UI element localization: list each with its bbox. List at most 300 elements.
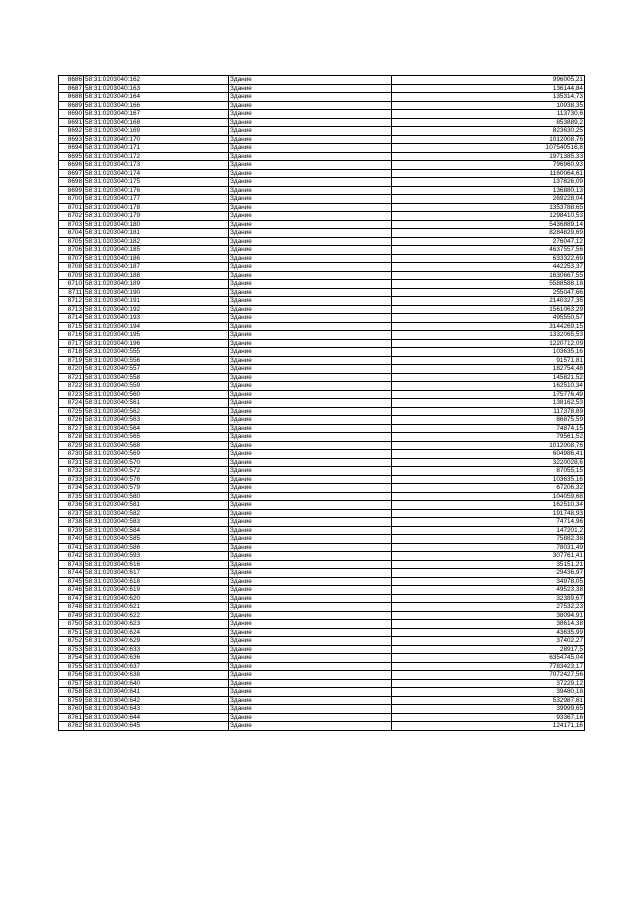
- table-row: [59, 645, 585, 654]
- cadastral-value-cell: 182754,48: [392, 365, 585, 374]
- table-row: [59, 348, 585, 357]
- row-number-cell: 8761: [59, 713, 84, 722]
- cadastral-value-cell: 162510,34: [392, 382, 585, 391]
- cadastral-number-cell: 58:31:0203040:582: [84, 509, 229, 518]
- cadastral-value-cell: 136144,84: [392, 84, 585, 93]
- table-row: [59, 722, 585, 731]
- cadastral-value-cell: 495550,57: [392, 314, 585, 323]
- table-row: [59, 569, 585, 578]
- cadastral-value-cell: 1160064,61: [392, 169, 585, 178]
- cadastral-value-cell: 75882,38: [392, 535, 585, 544]
- table-row: [59, 620, 585, 629]
- cadastral-number-cell: 58:31:0203040:562: [84, 407, 229, 416]
- cadastral-value-cell: 137826,09: [392, 178, 585, 187]
- table-row: [59, 492, 585, 501]
- table-row: [59, 254, 585, 263]
- row-number-cell: 8727: [59, 424, 84, 433]
- table-row: [59, 501, 585, 510]
- object-type-cell: Здание: [229, 127, 392, 136]
- cadastral-number-cell: 58:31:0203040:617: [84, 569, 229, 578]
- table-row: [59, 390, 585, 399]
- cadastral-number-cell: 58:31:0203040:561: [84, 399, 229, 408]
- cadastral-value-cell: 823630,25: [392, 127, 585, 136]
- cadastral-number-cell: 58:31:0203040:166: [84, 101, 229, 110]
- cadastral-value-cell: 124171,16: [392, 722, 585, 731]
- table-row: [59, 543, 585, 552]
- row-number-cell: 8762: [59, 722, 84, 731]
- table-row: [59, 229, 585, 238]
- cadastral-number-cell: 58:31:0203040:192: [84, 305, 229, 314]
- object-type-cell: Здание: [229, 560, 392, 569]
- object-type-cell: Здание: [229, 93, 392, 102]
- cadastral-value-cell: 269228,04: [392, 195, 585, 204]
- cadastral-value-cell: 74714,96: [392, 518, 585, 527]
- table-row: [59, 628, 585, 637]
- cadastral-value-cell: 138162,53: [392, 399, 585, 408]
- object-type-cell: Здание: [229, 203, 392, 212]
- row-number-cell: 8729: [59, 441, 84, 450]
- table-row: [59, 237, 585, 246]
- cadastral-value-cell: 39480,18: [392, 688, 585, 697]
- object-type-cell: Здание: [229, 297, 392, 306]
- cadastral-value-cell: 93367,16: [392, 713, 585, 722]
- object-type-cell: Здание: [229, 671, 392, 680]
- object-type-cell: Здание: [229, 101, 392, 110]
- table-row: [59, 314, 585, 323]
- object-type-cell: Здание: [229, 552, 392, 561]
- cadastral-number-cell: 58:31:0203040:175: [84, 178, 229, 187]
- row-number-cell: 8760: [59, 705, 84, 714]
- table-row: [59, 178, 585, 187]
- table-row: [59, 475, 585, 484]
- cadastral-value-cell: 604986,41: [392, 450, 585, 459]
- cadastral-number-cell: 58:31:0203040:164: [84, 93, 229, 102]
- table-row: [59, 118, 585, 127]
- table-row: [59, 339, 585, 348]
- row-number-cell: 8693: [59, 135, 84, 144]
- cadastral-number-cell: 58:31:0203040:179: [84, 212, 229, 221]
- row-number-cell: 8736: [59, 501, 84, 510]
- cadastral-value-cell: 1298410,53: [392, 212, 585, 221]
- table-row: [59, 331, 585, 340]
- cadastral-number-cell: 58:31:0203040:644: [84, 713, 229, 722]
- object-type-cell: Здание: [229, 713, 392, 722]
- table-row: [59, 373, 585, 382]
- table-row: [59, 203, 585, 212]
- cadastral-number-cell: 58:31:0203040:637: [84, 662, 229, 671]
- object-type-cell: Здание: [229, 84, 392, 93]
- cadastral-number-cell: 58:31:0203040:194: [84, 322, 229, 331]
- cadastral-value-cell: 32389,67: [392, 594, 585, 603]
- cadastral-number-cell: 58:31:0203040:565: [84, 433, 229, 442]
- cadastral-number-cell: 58:31:0203040:167: [84, 110, 229, 119]
- object-type-cell: Здание: [229, 348, 392, 357]
- table-row: [59, 93, 585, 102]
- table-row: [59, 195, 585, 204]
- table-row: [59, 101, 585, 110]
- table-row: [59, 212, 585, 221]
- cadastral-value-cell: 1220712,09: [392, 339, 585, 348]
- table-row: [59, 713, 585, 722]
- cadastral-value-cell: 67206,32: [392, 484, 585, 493]
- cadastral-number-cell: 58:31:0203040:196: [84, 339, 229, 348]
- row-number-cell: 8752: [59, 637, 84, 646]
- table-row: [59, 246, 585, 255]
- table-row: [59, 611, 585, 620]
- cadastral-value-cell: 5436889,14: [392, 220, 585, 229]
- table-row: [59, 552, 585, 561]
- row-number-cell: 8741: [59, 543, 84, 552]
- cadastral-number-cell: 58:31:0203040:636: [84, 654, 229, 663]
- table-row: [59, 144, 585, 153]
- row-number-cell: 8734: [59, 484, 84, 493]
- table-row: [59, 458, 585, 467]
- object-type-cell: Здание: [229, 229, 392, 238]
- cadastral-number-cell: 58:31:0203040:189: [84, 280, 229, 289]
- table-row: [59, 322, 585, 331]
- cadastral-value-cell: 107540516,8: [392, 144, 585, 153]
- object-type-cell: Здание: [229, 407, 392, 416]
- table-row: [59, 654, 585, 663]
- row-number-cell: 8751: [59, 628, 84, 637]
- row-number-cell: 8725: [59, 407, 84, 416]
- table-row: [59, 484, 585, 493]
- row-number-cell: 8695: [59, 152, 84, 161]
- cadastral-number-cell: 58:31:0203040:576: [84, 475, 229, 484]
- row-number-cell: 8757: [59, 679, 84, 688]
- cadastral-value-cell: 86875,59: [392, 416, 585, 425]
- cadastral-value-cell: 1353788,65: [392, 203, 585, 212]
- object-type-cell: Здание: [229, 518, 392, 527]
- object-type-cell: Здание: [229, 433, 392, 442]
- cadastral-number-cell: 58:31:0203040:642: [84, 696, 229, 705]
- row-number-cell: 8717: [59, 339, 84, 348]
- cadastral-value-cell: 996005,21: [392, 76, 585, 85]
- cadastral-number-cell: 58:31:0203040:572: [84, 467, 229, 476]
- row-number-cell: 8714: [59, 314, 84, 323]
- object-type-cell: Здание: [229, 356, 392, 365]
- table-row: [59, 76, 585, 85]
- object-type-cell: Здание: [229, 628, 392, 637]
- cadastral-number-cell: 58:31:0203040:629: [84, 637, 229, 646]
- cadastral-value-cell: 853889,2: [392, 118, 585, 127]
- cadastral-value-cell: 162510,34: [392, 501, 585, 510]
- cadastral-number-cell: 58:31:0203040:182: [84, 237, 229, 246]
- cadastral-number-cell: 58:31:0203040:557: [84, 365, 229, 374]
- cadastral-value-cell: 29436,97: [392, 569, 585, 578]
- object-type-cell: Здание: [229, 577, 392, 586]
- cadastral-number-cell: 58:31:0203040:168: [84, 118, 229, 127]
- table-row: [59, 577, 585, 586]
- table-row: [59, 662, 585, 671]
- row-number-cell: 8733: [59, 475, 84, 484]
- table-row: [59, 84, 585, 93]
- object-type-cell: Здание: [229, 467, 392, 476]
- cadastral-number-cell: 58:31:0203040:171: [84, 144, 229, 153]
- table-row: [59, 671, 585, 680]
- object-type-cell: Здание: [229, 458, 392, 467]
- cadastral-value-cell: 6354745,04: [392, 654, 585, 663]
- row-number-cell: 8713: [59, 305, 84, 314]
- row-number-cell: 8700: [59, 195, 84, 204]
- object-type-cell: Здание: [229, 569, 392, 578]
- cadastral-value-cell: 37402,27: [392, 637, 585, 646]
- table-row: [59, 280, 585, 289]
- object-type-cell: Здание: [229, 450, 392, 459]
- row-number-cell: 8696: [59, 161, 84, 170]
- row-number-cell: 8691: [59, 118, 84, 127]
- table-row: [59, 450, 585, 459]
- row-number-cell: 8705: [59, 237, 84, 246]
- object-type-cell: Здание: [229, 339, 392, 348]
- row-number-cell: 8750: [59, 620, 84, 629]
- row-number-cell: 8748: [59, 603, 84, 612]
- cadastral-number-cell: 58:31:0203040:568: [84, 441, 229, 450]
- object-type-cell: Здание: [229, 696, 392, 705]
- cadastral-value-cell: 10938,35: [392, 101, 585, 110]
- cadastral-number-cell: 58:31:0203040:191: [84, 297, 229, 306]
- cadastral-value-cell: 175776,49: [392, 390, 585, 399]
- cadastral-number-cell: 58:31:0203040:586: [84, 543, 229, 552]
- row-number-cell: 8702: [59, 212, 84, 221]
- cadastral-number-cell: 58:31:0203040:633: [84, 645, 229, 654]
- object-type-cell: Здание: [229, 365, 392, 374]
- cadastral-number-cell: 58:31:0203040:616: [84, 560, 229, 569]
- table-row: [59, 161, 585, 170]
- table-row: [59, 152, 585, 161]
- row-number-cell: 8720: [59, 365, 84, 374]
- cadastral-number-cell: 58:31:0203040:177: [84, 195, 229, 204]
- table-row: [59, 467, 585, 476]
- object-type-cell: Здание: [229, 662, 392, 671]
- table-row: [59, 271, 585, 280]
- object-type-cell: Здание: [229, 212, 392, 221]
- table-row: [59, 382, 585, 391]
- row-number-cell: 8739: [59, 526, 84, 535]
- object-type-cell: Здание: [229, 620, 392, 629]
- row-number-cell: 8721: [59, 373, 84, 382]
- table-row: [59, 263, 585, 272]
- object-type-cell: Здание: [229, 603, 392, 612]
- cadastral-number-cell: 58:31:0203040:169: [84, 127, 229, 136]
- object-type-cell: Здание: [229, 169, 392, 178]
- object-type-cell: Здание: [229, 509, 392, 518]
- object-type-cell: Здание: [229, 679, 392, 688]
- table-row: [59, 365, 585, 374]
- cadastral-table: [58, 75, 585, 731]
- row-number-cell: 8712: [59, 297, 84, 306]
- table-row: [59, 135, 585, 144]
- table-row: [59, 594, 585, 603]
- table-row: [59, 526, 585, 535]
- table-row: [59, 407, 585, 416]
- object-type-cell: Здание: [229, 594, 392, 603]
- table-row: [59, 305, 585, 314]
- cadastral-value-cell: 7783423,17: [392, 662, 585, 671]
- object-type-cell: Здание: [229, 654, 392, 663]
- cadastral-value-cell: 2140327,35: [392, 297, 585, 306]
- cadastral-value-cell: 103635,16: [392, 348, 585, 357]
- cadastral-value-cell: 1971385,33: [392, 152, 585, 161]
- cadastral-value-cell: 87055,15: [392, 467, 585, 476]
- cadastral-value-cell: 28917,5: [392, 645, 585, 654]
- cadastral-number-cell: 58:31:0203040:640: [84, 679, 229, 688]
- row-number-cell: 8699: [59, 186, 84, 195]
- cadastral-number-cell: 58:31:0203040:555: [84, 348, 229, 357]
- row-number-cell: 8749: [59, 611, 84, 620]
- row-number-cell: 8698: [59, 178, 84, 187]
- object-type-cell: Здание: [229, 178, 392, 187]
- cadastral-value-cell: 1630667,55: [392, 271, 585, 280]
- object-type-cell: Здание: [229, 220, 392, 229]
- cadastral-number-cell: 58:31:0203040:172: [84, 152, 229, 161]
- object-type-cell: Здание: [229, 373, 392, 382]
- row-number-cell: 8697: [59, 169, 84, 178]
- object-type-cell: Здание: [229, 152, 392, 161]
- cadastral-number-cell: 58:31:0203040:193: [84, 314, 229, 323]
- object-type-cell: Здание: [229, 135, 392, 144]
- row-number-cell: 8704: [59, 229, 84, 238]
- table-row: [59, 441, 585, 450]
- row-number-cell: 8715: [59, 322, 84, 331]
- cadastral-number-cell: 58:31:0203040:174: [84, 169, 229, 178]
- cadastral-number-cell: 58:31:0203040:178: [84, 203, 229, 212]
- cadastral-number-cell: 58:31:0203040:556: [84, 356, 229, 365]
- cadastral-number-cell: 58:31:0203040:188: [84, 271, 229, 280]
- table-row: [59, 399, 585, 408]
- table-row: [59, 696, 585, 705]
- cadastral-value-cell: 113730,6: [392, 110, 585, 119]
- cadastral-number-cell: 58:31:0203040:580: [84, 492, 229, 501]
- cadastral-value-cell: 78031,49: [392, 543, 585, 552]
- row-number-cell: 8701: [59, 203, 84, 212]
- object-type-cell: Здание: [229, 390, 392, 399]
- row-number-cell: 8753: [59, 645, 84, 654]
- row-number-cell: 8690: [59, 110, 84, 119]
- row-number-cell: 8742: [59, 552, 84, 561]
- row-number-cell: 8738: [59, 518, 84, 527]
- table-row: [59, 705, 585, 714]
- object-type-cell: Здание: [229, 441, 392, 450]
- cadastral-value-cell: 74874,15: [392, 424, 585, 433]
- row-number-cell: 8759: [59, 696, 84, 705]
- object-type-cell: Здание: [229, 475, 392, 484]
- row-number-cell: 8724: [59, 399, 84, 408]
- cadastral-number-cell: 58:31:0203040:619: [84, 586, 229, 595]
- table-row: [59, 688, 585, 697]
- table-row: [59, 169, 585, 178]
- object-type-cell: Здание: [229, 110, 392, 119]
- object-type-cell: Здание: [229, 722, 392, 731]
- cadastral-value-cell: 532987,61: [392, 696, 585, 705]
- row-number-cell: 8737: [59, 509, 84, 518]
- object-type-cell: Здание: [229, 399, 392, 408]
- cadastral-value-cell: 1012008,76: [392, 441, 585, 450]
- row-number-cell: 8722: [59, 382, 84, 391]
- row-number-cell: 8687: [59, 84, 84, 93]
- row-number-cell: 8758: [59, 688, 84, 697]
- cadastral-number-cell: 58:31:0203040:583: [84, 518, 229, 527]
- cadastral-number-cell: 58:31:0203040:560: [84, 390, 229, 399]
- object-type-cell: Здание: [229, 237, 392, 246]
- row-number-cell: 8735: [59, 492, 84, 501]
- row-number-cell: 8718: [59, 348, 84, 357]
- cadastral-number-cell: 58:31:0203040:622: [84, 611, 229, 620]
- cadastral-number-cell: 58:31:0203040:190: [84, 288, 229, 297]
- cadastral-number-cell: 58:31:0203040:620: [84, 594, 229, 603]
- object-type-cell: Здание: [229, 424, 392, 433]
- cadastral-value-cell: 1561063,29: [392, 305, 585, 314]
- table-row: [59, 433, 585, 442]
- row-number-cell: 8726: [59, 416, 84, 425]
- cadastral-value-cell: 5588588,18: [392, 280, 585, 289]
- row-number-cell: 8747: [59, 594, 84, 603]
- cadastral-value-cell: 1332065,53: [392, 331, 585, 340]
- row-number-cell: 8708: [59, 263, 84, 272]
- cadastral-value-cell: 38614,38: [392, 620, 585, 629]
- row-number-cell: 8710: [59, 280, 84, 289]
- cadastral-number-cell: 58:31:0203040:195: [84, 331, 229, 340]
- object-type-cell: Здание: [229, 526, 392, 535]
- row-number-cell: 8692: [59, 127, 84, 136]
- table-row: [59, 509, 585, 518]
- object-type-cell: Здание: [229, 586, 392, 595]
- object-type-cell: Здание: [229, 322, 392, 331]
- cadastral-value-cell: 37229,12: [392, 679, 585, 688]
- row-number-cell: 8755: [59, 662, 84, 671]
- object-type-cell: Здание: [229, 144, 392, 153]
- table-row: [59, 416, 585, 425]
- cadastral-number-cell: 58:31:0203040:624: [84, 628, 229, 637]
- cadastral-value-cell: 276047,12: [392, 237, 585, 246]
- cadastral-number-cell: 58:31:0203040:186: [84, 254, 229, 263]
- object-type-cell: Здание: [229, 543, 392, 552]
- cadastral-value-cell: 79561,52: [392, 433, 585, 442]
- table-row: [59, 603, 585, 612]
- object-type-cell: Здание: [229, 254, 392, 263]
- cadastral-number-cell: 58:31:0203040:623: [84, 620, 229, 629]
- table-row: [59, 560, 585, 569]
- object-type-cell: Здание: [229, 492, 392, 501]
- cadastral-value-cell: 135314,73: [392, 93, 585, 102]
- row-number-cell: 8711: [59, 288, 84, 297]
- object-type-cell: Здание: [229, 484, 392, 493]
- object-type-cell: Здание: [229, 331, 392, 340]
- row-number-cell: 8723: [59, 390, 84, 399]
- cadastral-value-cell: 7072427,56: [392, 671, 585, 680]
- cadastral-number-cell: 58:31:0203040:176: [84, 186, 229, 195]
- object-type-cell: Здание: [229, 688, 392, 697]
- object-type-cell: Здание: [229, 416, 392, 425]
- row-number-cell: 8719: [59, 356, 84, 365]
- cadastral-number-cell: 58:31:0203040:641: [84, 688, 229, 697]
- object-type-cell: Здание: [229, 280, 392, 289]
- row-number-cell: 8686: [59, 76, 84, 85]
- cadastral-number-cell: 58:31:0203040:563: [84, 416, 229, 425]
- row-number-cell: 8707: [59, 254, 84, 263]
- row-number-cell: 8731: [59, 458, 84, 467]
- table-row: [59, 297, 585, 306]
- cadastral-number-cell: 58:31:0203040:185: [84, 246, 229, 255]
- row-number-cell: 8709: [59, 271, 84, 280]
- cadastral-value-cell: 1012008,76: [392, 135, 585, 144]
- cadastral-value-cell: 3144269,15: [392, 322, 585, 331]
- row-number-cell: 8754: [59, 654, 84, 663]
- row-number-cell: 8744: [59, 569, 84, 578]
- table-row: [59, 356, 585, 365]
- cadastral-value-cell: 8284829,69: [392, 229, 585, 238]
- cadastral-value-cell: 191748,93: [392, 509, 585, 518]
